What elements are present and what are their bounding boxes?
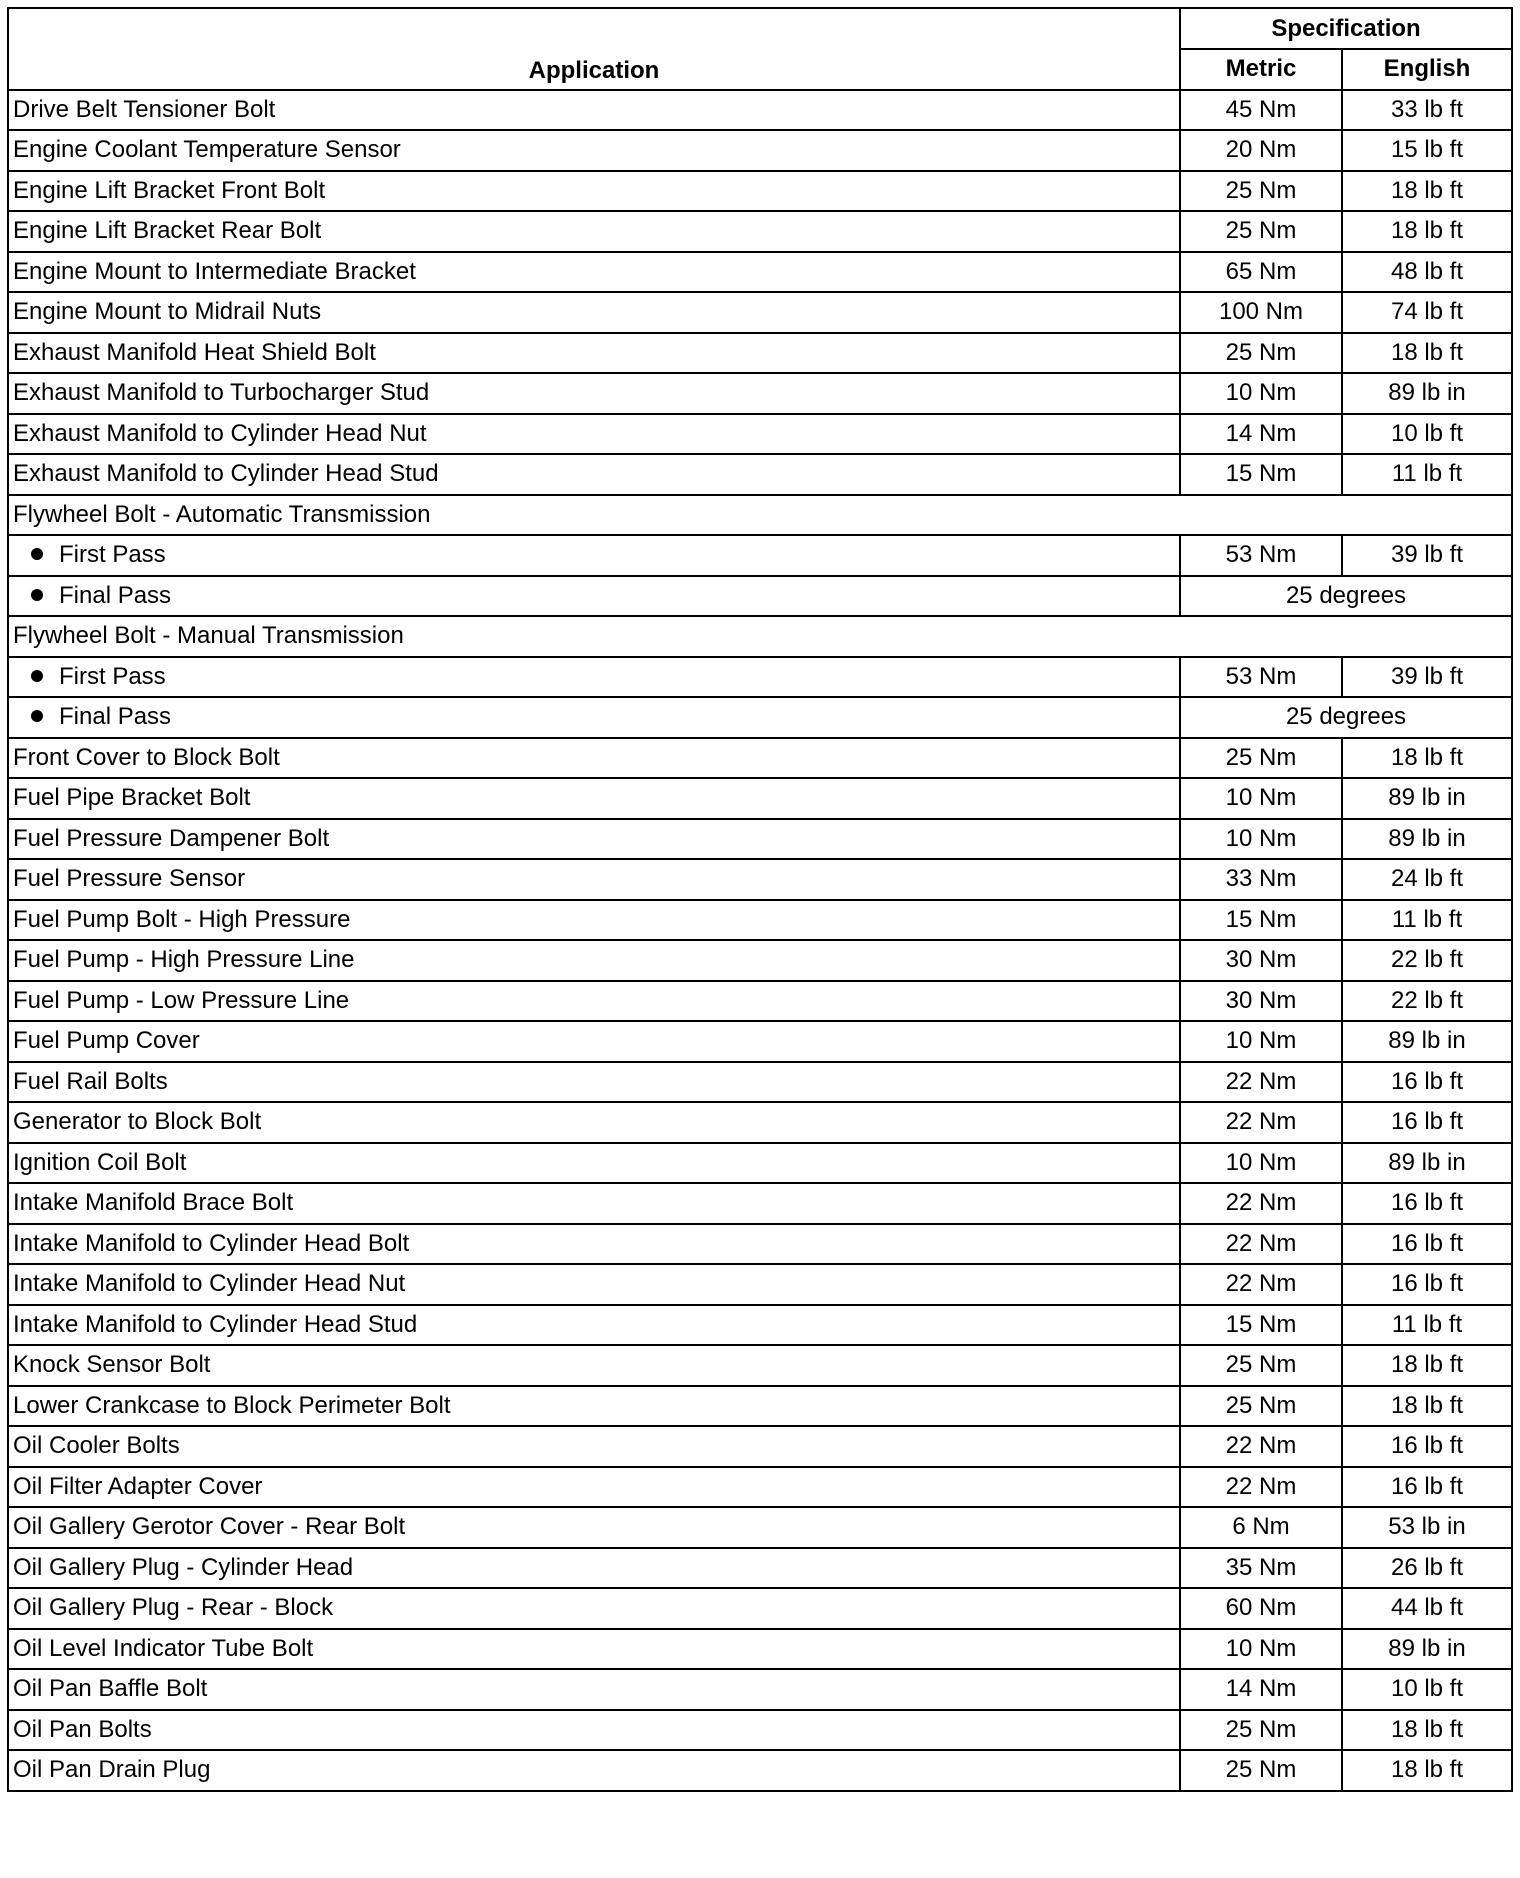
application-cell: Front Cover to Block Bolt <box>8 738 1180 779</box>
metric-cell: 6 Nm <box>1180 1507 1342 1548</box>
table-row <box>8 900 1512 941</box>
metric-cell: 20 Nm <box>1180 130 1342 171</box>
table-row <box>8 292 1512 333</box>
application-cell: Drive Belt Tensioner Bolt <box>8 90 1180 131</box>
table-row <box>8 252 1512 293</box>
table-row <box>8 373 1512 414</box>
english-cell: 39 lb ft <box>1342 657 1512 698</box>
table-row <box>8 1750 1512 1791</box>
table-row <box>8 1345 1512 1386</box>
english-cell: 16 lb ft <box>1342 1264 1512 1305</box>
table-row <box>8 1548 1512 1589</box>
application-cell: Oil Pan Bolts <box>8 1710 1180 1751</box>
english-cell: 24 lb ft <box>1342 859 1512 900</box>
english-cell: 18 lb ft <box>1342 1386 1512 1427</box>
application-cell: Fuel Pipe Bracket Bolt <box>8 778 1180 819</box>
table-row <box>8 819 1512 860</box>
metric-cell: 30 Nm <box>1180 981 1342 1022</box>
table-section-row <box>8 616 1512 657</box>
english-header: English <box>1342 49 1512 90</box>
metric-cell: 53 Nm <box>1180 657 1342 698</box>
english-cell: 16 lb ft <box>1342 1183 1512 1224</box>
table-row <box>8 940 1512 981</box>
application-cell: Fuel Pressure Dampener Bolt <box>8 819 1180 860</box>
application-cell: Fuel Pump Bolt - High Pressure <box>8 900 1180 941</box>
table-section-row <box>8 495 1512 536</box>
table-row <box>8 1183 1512 1224</box>
table-row <box>8 211 1512 252</box>
english-cell: 18 lb ft <box>1342 211 1512 252</box>
english-cell: 18 lb ft <box>1342 1710 1512 1751</box>
metric-cell: 25 Nm <box>1180 1386 1342 1427</box>
table-row <box>8 981 1512 1022</box>
metric-cell: 15 Nm <box>1180 1305 1342 1346</box>
application-cell: Oil Pan Drain Plug <box>8 1750 1180 1791</box>
english-cell: 18 lb ft <box>1342 738 1512 779</box>
english-cell: 89 lb in <box>1342 819 1512 860</box>
application-cell: Intake Manifold to Cylinder Head Nut <box>8 1264 1180 1305</box>
english-cell: 18 lb ft <box>1342 171 1512 212</box>
metric-cell: 22 Nm <box>1180 1102 1342 1143</box>
metric-cell: 25 Nm <box>1180 333 1342 374</box>
application-cell: Engine Lift Bracket Rear Bolt <box>8 211 1180 252</box>
metric-cell: 10 Nm <box>1180 373 1342 414</box>
table-row <box>8 535 1512 576</box>
table-row <box>8 414 1512 455</box>
metric-cell: 25 Nm <box>1180 738 1342 779</box>
table-row <box>8 333 1512 374</box>
metric-cell: 10 Nm <box>1180 819 1342 860</box>
application-cell: Exhaust Manifold Heat Shield Bolt <box>8 333 1180 374</box>
metric-cell: 10 Nm <box>1180 778 1342 819</box>
table-row <box>8 1386 1512 1427</box>
english-cell: 89 lb in <box>1342 778 1512 819</box>
metric-cell: 35 Nm <box>1180 1548 1342 1589</box>
metric-cell: 15 Nm <box>1180 900 1342 941</box>
metric-cell: 65 Nm <box>1180 252 1342 293</box>
english-cell: 33 lb ft <box>1342 90 1512 131</box>
application-cell: Intake Manifold Brace Bolt <box>8 1183 1180 1224</box>
english-cell: 48 lb ft <box>1342 252 1512 293</box>
application-cell: Ignition Coil Bolt <box>8 1143 1180 1184</box>
application-cell: Lower Crankcase to Block Perimeter Bolt <box>8 1386 1180 1427</box>
english-cell: 18 lb ft <box>1342 333 1512 374</box>
metric-cell: 22 Nm <box>1180 1426 1342 1467</box>
application-cell: Oil Cooler Bolts <box>8 1426 1180 1467</box>
table-row <box>8 697 1512 738</box>
table-body <box>8 90 1512 1791</box>
application-label: First Pass <box>59 541 166 569</box>
english-cell: 74 lb ft <box>1342 292 1512 333</box>
metric-cell: 60 Nm <box>1180 1588 1342 1629</box>
metric-header: Metric <box>1180 49 1342 90</box>
application-cell: Exhaust Manifold to Turbocharger Stud <box>8 373 1180 414</box>
english-cell: 18 lb ft <box>1342 1345 1512 1386</box>
english-cell: 16 lb ft <box>1342 1426 1512 1467</box>
application-label: Final Pass <box>59 581 172 609</box>
metric-cell: 22 Nm <box>1180 1062 1342 1103</box>
english-cell: 16 lb ft <box>1342 1102 1512 1143</box>
specification-cell: 25 degrees <box>1180 697 1512 738</box>
application-cell: Oil Gallery Plug - Rear - Block <box>8 1588 1180 1629</box>
metric-cell: 22 Nm <box>1180 1467 1342 1508</box>
application-cell: Oil Gallery Gerotor Cover - Rear Bolt <box>8 1507 1180 1548</box>
application-cell: Oil Gallery Plug - Cylinder Head <box>8 1548 1180 1589</box>
english-cell: 22 lb ft <box>1342 940 1512 981</box>
application-cell: Fuel Pump Cover <box>8 1021 1180 1062</box>
english-cell: 16 lb ft <box>1342 1467 1512 1508</box>
application-cell: Knock Sensor Bolt <box>8 1345 1180 1386</box>
table-row <box>8 1507 1512 1548</box>
table-row <box>8 1669 1512 1710</box>
english-cell: 11 lb ft <box>1342 900 1512 941</box>
application-cell: Engine Coolant Temperature Sensor <box>8 130 1180 171</box>
table-row <box>8 1062 1512 1103</box>
english-cell: 18 lb ft <box>1342 1750 1512 1791</box>
table-row <box>8 576 1512 617</box>
english-cell: 10 lb ft <box>1342 414 1512 455</box>
english-cell: 89 lb in <box>1342 1143 1512 1184</box>
application-cell <box>8 657 1180 698</box>
metric-cell: 33 Nm <box>1180 859 1342 900</box>
metric-cell: 22 Nm <box>1180 1264 1342 1305</box>
application-cell: Oil Pan Baffle Bolt <box>8 1669 1180 1710</box>
english-cell: 89 lb in <box>1342 1021 1512 1062</box>
english-cell: 89 lb in <box>1342 373 1512 414</box>
table-row <box>8 1224 1512 1265</box>
metric-cell: 45 Nm <box>1180 90 1342 131</box>
english-cell: 16 lb ft <box>1342 1224 1512 1265</box>
table-row <box>8 1305 1512 1346</box>
metric-cell: 14 Nm <box>1180 414 1342 455</box>
english-cell: 53 lb in <box>1342 1507 1512 1548</box>
application-cell <box>8 697 1180 738</box>
english-cell: 22 lb ft <box>1342 981 1512 1022</box>
application-cell: Engine Mount to Intermediate Bracket <box>8 252 1180 293</box>
metric-cell: 25 Nm <box>1180 211 1342 252</box>
torque-spec-table <box>7 7 1513 1792</box>
table-row <box>8 1143 1512 1184</box>
bullet-icon <box>31 710 43 722</box>
application-cell: Engine Mount to Midrail Nuts <box>8 292 1180 333</box>
application-cell: Fuel Pump - High Pressure Line <box>8 940 1180 981</box>
application-cell: Engine Lift Bracket Front Bolt <box>8 171 1180 212</box>
metric-cell: 10 Nm <box>1180 1143 1342 1184</box>
table-row <box>8 1426 1512 1467</box>
application-cell <box>8 535 1180 576</box>
specification-cell: 25 degrees <box>1180 576 1512 617</box>
metric-cell: 30 Nm <box>1180 940 1342 981</box>
table-row <box>8 1629 1512 1670</box>
bullet-icon <box>31 670 43 682</box>
table-row <box>8 171 1512 212</box>
application-cell: Fuel Rail Bolts <box>8 1062 1180 1103</box>
table-header <box>8 8 1512 90</box>
application-cell: Oil Level Indicator Tube Bolt <box>8 1629 1180 1670</box>
table-row <box>8 90 1512 131</box>
table-row <box>8 1102 1512 1143</box>
application-cell: Generator to Block Bolt <box>8 1102 1180 1143</box>
english-cell: 44 lb ft <box>1342 1588 1512 1629</box>
table-row <box>8 1588 1512 1629</box>
metric-cell: 25 Nm <box>1180 1710 1342 1751</box>
application-cell: Flywheel Bolt - Automatic Transmission <box>8 495 1512 536</box>
metric-cell: 25 Nm <box>1180 1345 1342 1386</box>
metric-cell: 25 Nm <box>1180 1750 1342 1791</box>
table-row <box>8 859 1512 900</box>
metric-cell: 22 Nm <box>1180 1224 1342 1265</box>
english-cell: 15 lb ft <box>1342 130 1512 171</box>
table-row <box>8 1710 1512 1751</box>
application-cell: Intake Manifold to Cylinder Head Stud <box>8 1305 1180 1346</box>
english-cell: 11 lb ft <box>1342 1305 1512 1346</box>
application-cell: Flywheel Bolt - Manual Transmission <box>8 616 1512 657</box>
english-cell: 16 lb ft <box>1342 1062 1512 1103</box>
table-row <box>8 454 1512 495</box>
metric-cell: 25 Nm <box>1180 171 1342 212</box>
metric-cell: 15 Nm <box>1180 454 1342 495</box>
metric-cell: 53 Nm <box>1180 535 1342 576</box>
bullet-icon <box>31 548 43 560</box>
table-row <box>8 738 1512 779</box>
application-label: First Pass <box>59 662 166 690</box>
metric-cell: 10 Nm <box>1180 1021 1342 1062</box>
english-cell: 11 lb ft <box>1342 454 1512 495</box>
table-row <box>8 1021 1512 1062</box>
english-cell: 39 lb ft <box>1342 535 1512 576</box>
english-cell: 10 lb ft <box>1342 1669 1512 1710</box>
english-cell: 89 lb in <box>1342 1629 1512 1670</box>
bullet-icon <box>31 589 43 601</box>
table-row <box>8 1467 1512 1508</box>
english-cell: 26 lb ft <box>1342 1548 1512 1589</box>
table-row <box>8 1264 1512 1305</box>
metric-cell: 22 Nm <box>1180 1183 1342 1224</box>
table-row <box>8 130 1512 171</box>
application-label: Final Pass <box>59 703 172 731</box>
application-cell: Fuel Pressure Sensor <box>8 859 1180 900</box>
application-cell: Intake Manifold to Cylinder Head Bolt <box>8 1224 1180 1265</box>
metric-cell: 10 Nm <box>1180 1629 1342 1670</box>
table-row <box>8 657 1512 698</box>
application-cell <box>8 576 1180 617</box>
metric-cell: 100 Nm <box>1180 292 1342 333</box>
metric-cell: 14 Nm <box>1180 1669 1342 1710</box>
application-cell: Oil Filter Adapter Cover <box>8 1467 1180 1508</box>
application-cell: Fuel Pump - Low Pressure Line <box>8 981 1180 1022</box>
application-header: Application <box>8 8 1180 90</box>
specification-header: Specification <box>1180 8 1512 49</box>
table-row <box>8 778 1512 819</box>
application-cell: Exhaust Manifold to Cylinder Head Nut <box>8 414 1180 455</box>
application-cell: Exhaust Manifold to Cylinder Head Stud <box>8 454 1180 495</box>
